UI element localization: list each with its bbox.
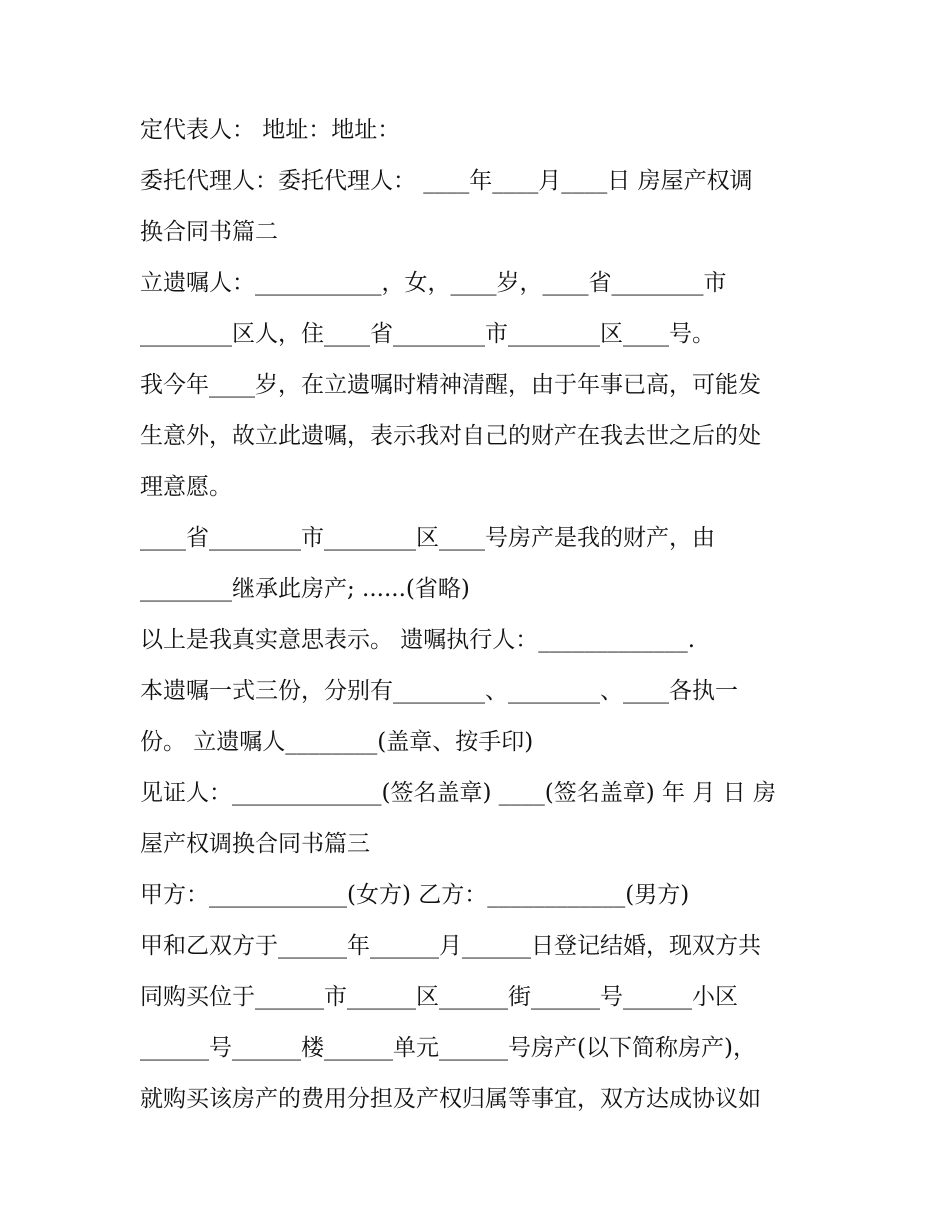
text-line: 同购买位于______市______区______街______号______小区 (140, 984, 738, 1010)
text-line: 理意愿。 (140, 474, 232, 500)
text-line: ________继承此房产; ......(省略) (140, 576, 470, 602)
text-line: 本遗嘱一式三份，分别有________、________、____各执一 (140, 678, 738, 704)
text-line: 甲方：____________(女方) 乙方：____________(男方) (140, 882, 690, 908)
text-line: 换合同书篇二 (140, 219, 278, 245)
text-line: 生意外，故立此遗嘱，表示我对自己的财产在我去世之后的处 (140, 423, 761, 449)
text-line: 份。 立遗嘱人________(盖章、按手印) (140, 729, 534, 755)
text-line: 见证人：_____________(签名盖章) ____(签名盖章) 年 月 日 房 (140, 780, 776, 806)
text-line: 就购买该房产的费用分担及产权归属等事宜，双方达成协议如 (140, 1086, 761, 1112)
text-line: ____省________市________区____号房产是我的财产，由 (140, 525, 715, 551)
text-line: 甲和乙双方于______年______月______日登记结婚，现双方共 (140, 933, 761, 959)
text-line: 立遗嘱人：___________，女，____岁，____省________市 (140, 270, 727, 296)
text-line: 以上是我真实意思表示。 遗嘱执行人：_____________. (140, 627, 696, 653)
text-line: 我今年____岁，在立遗嘱时精神清醒，由于年事已高，可能发 (140, 372, 761, 398)
document-body (140, 108, 830, 1128)
text-line: ______号______楼______单元______号房产(以下简称房产)， (140, 1035, 756, 1061)
text-line: ________区人，住____省________市________区____号。 (140, 321, 715, 347)
text-line: 屋产权调换合同书篇三 (140, 831, 370, 857)
text-line: 委托代理人：委托代理人： ____年____月____日 房屋产权调 (140, 168, 753, 194)
text-line: 定代表人： 地址：地址： (140, 117, 401, 143)
